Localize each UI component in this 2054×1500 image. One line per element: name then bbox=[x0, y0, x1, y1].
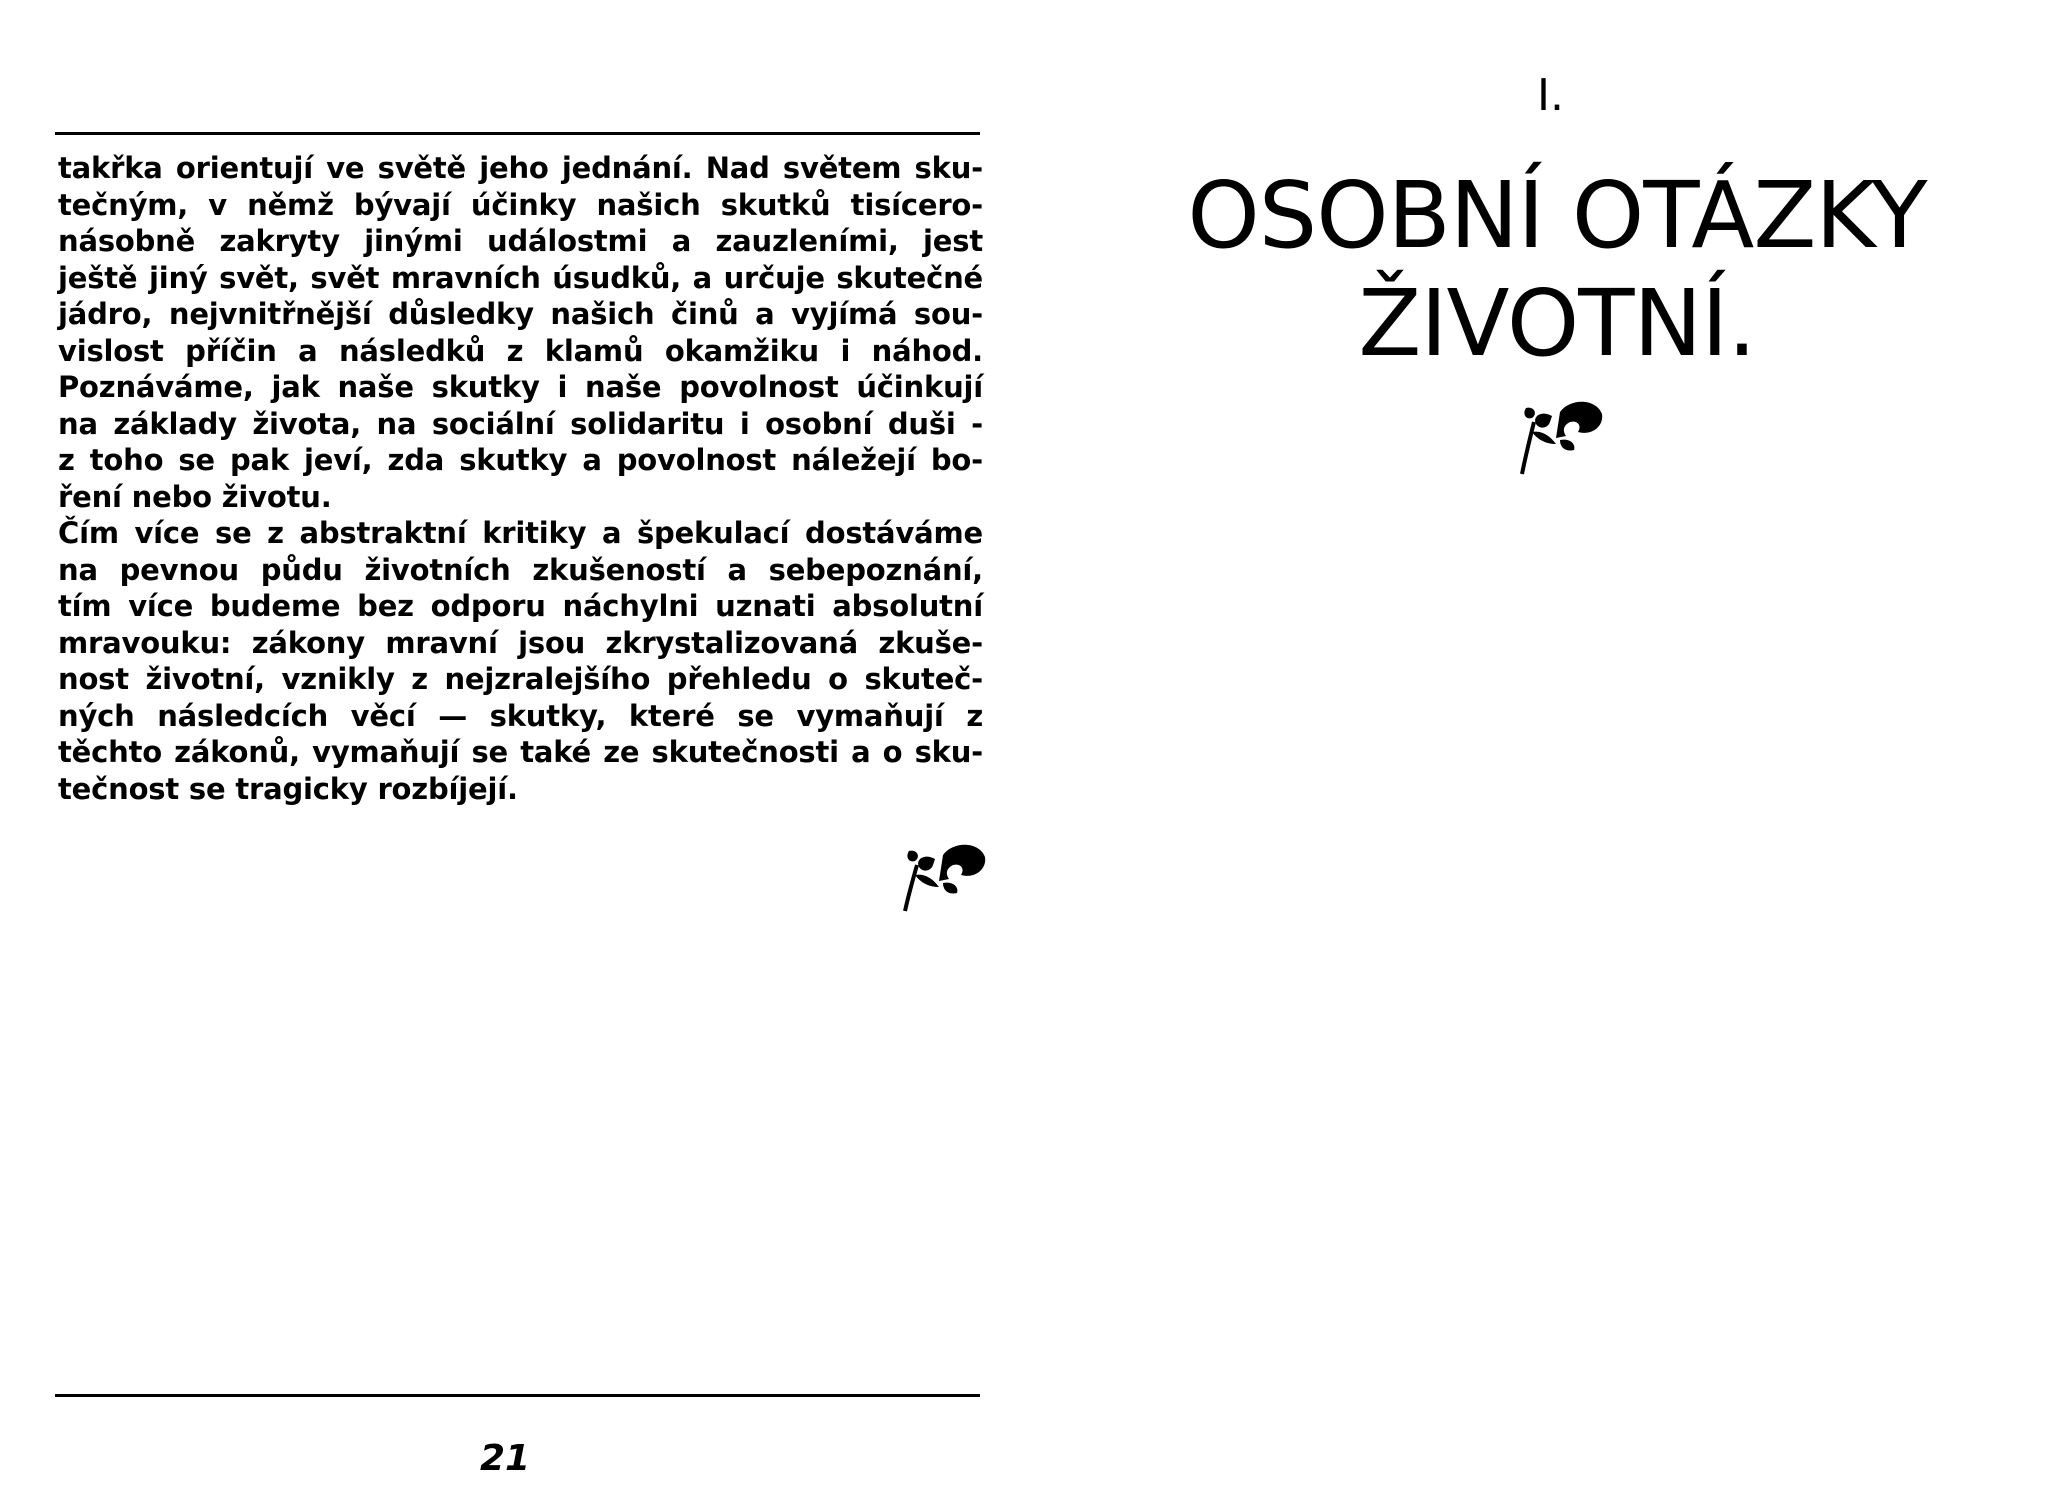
floral-ornament-icon bbox=[895, 835, 987, 915]
text-line: tečnost se tragicky rozbíjejí. bbox=[58, 771, 518, 806]
text-line: těchto zákonů, vymaňují se také ze skutečnosti a o sku- bbox=[58, 735, 983, 769]
text-line: mravouku: zákony mravní jsou zkrystalizovaná zkuše- bbox=[58, 625, 983, 660]
top-rule bbox=[55, 132, 980, 135]
text-line: vislost příčin a následků z klamů okamžiku i náhod. bbox=[58, 333, 983, 368]
text-line: ještě jiný svět, svět mravních úsudků, a určuje skutečné bbox=[58, 260, 983, 295]
text-line: násobně zakryty jinými událostmi a zauzleními, jest bbox=[58, 224, 983, 258]
chapter-title bbox=[1127, 162, 1987, 378]
text-line: ření nebo životu. bbox=[58, 479, 332, 514]
floral-ornament-icon bbox=[1512, 392, 1604, 477]
body-text bbox=[58, 150, 983, 807]
text-line: nost životní, vznikly z nejzralejšího přehledu o skuteč- bbox=[58, 662, 983, 696]
text-line: na pevnou půdu životních zkušeností a sebepoznání, bbox=[58, 552, 983, 587]
right-page bbox=[1027, 0, 2054, 1500]
text-line: tečným, v němž bývají účinky našich skutků tisícero- bbox=[58, 187, 983, 222]
chapter-numeral: I. bbox=[1537, 70, 1564, 121]
text-line: z toho se pak jeví, zda skutky a povolnost náležejí bo- bbox=[58, 443, 983, 477]
text-line: Poznáváme, jak naše skutky i naše povolnost účinkují bbox=[58, 370, 983, 404]
bottom-rule bbox=[55, 1394, 980, 1397]
text-line: na základy života, na sociální solidaritu i osobní duši - bbox=[58, 406, 983, 441]
text-line: takřka orientují ve světě jeho jednání. Nad světem sku- bbox=[58, 151, 983, 185]
chapter-title-line: OSOBNÍ OTÁZKY bbox=[1187, 162, 1927, 269]
text-line: Čím více se z abstraktní kritiky a špekulací dostáváme bbox=[58, 516, 983, 550]
text-line: ných následcích věcí — skutky, které se vymaňují z bbox=[58, 698, 983, 733]
chapter-title-line: ŽIVOTNÍ. bbox=[1358, 270, 1756, 377]
text-line: jádro, nejvnitřnější důsledky našich činů a vyjímá sou- bbox=[58, 297, 983, 331]
text-line: tím více budeme bez odporu náchylni uznati absolutní bbox=[58, 589, 983, 623]
page-number: 21 bbox=[480, 1438, 531, 1479]
